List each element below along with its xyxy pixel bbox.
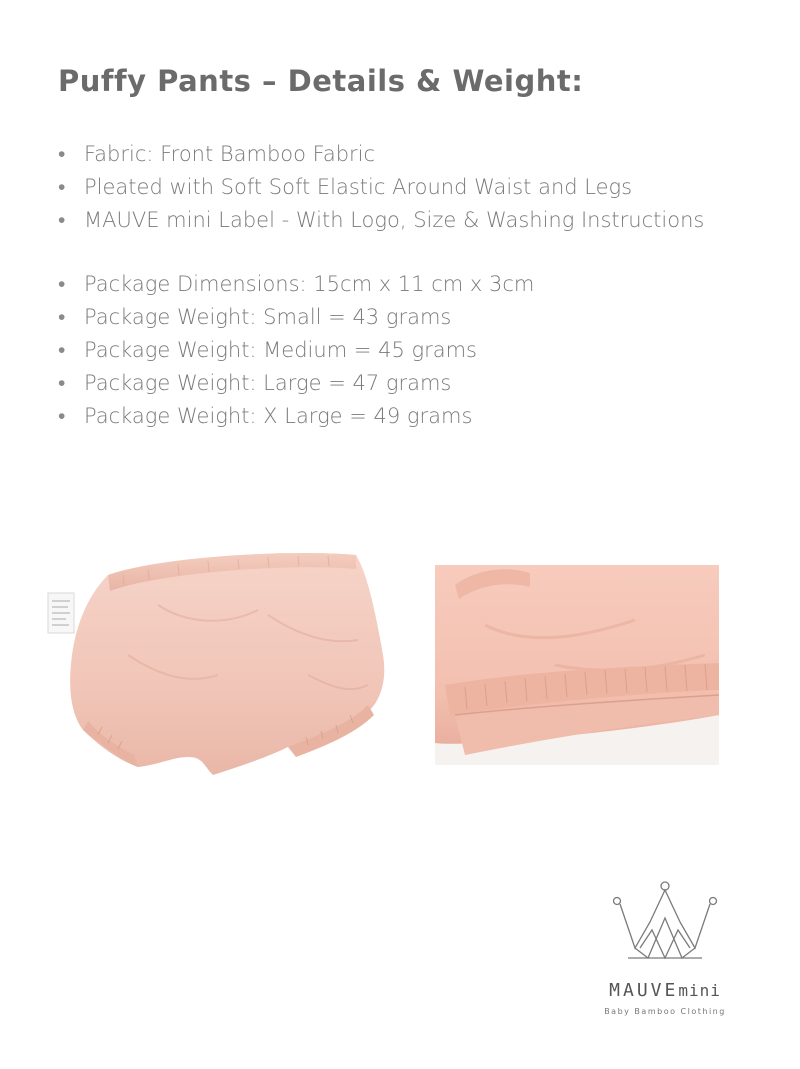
detail-label: • MAUVE mini Label - With Logo, Size & Washing Instructions [58,204,704,237]
product-photo-full [38,535,398,785]
detail-fabric: • Fabric: Front Bamboo Fabric [58,138,704,171]
package-weight-large: • Package Weight: Large = 47 grams [58,367,534,400]
care-label [48,593,74,633]
product-photo-closeup [435,565,719,765]
package-list [58,268,534,433]
brand-logo [580,878,750,1028]
package-weight-small: • Package Weight: Small = 43 grams [58,301,534,334]
detail-pleated: • Pleated with Soft Soft Elastic Around Waist and Legs [58,171,704,204]
details-list [58,138,704,237]
crown-icon [580,878,750,973]
brand-tagline: Baby Bamboo Clothing [604,1007,726,1016]
package-dimensions: • Package Dimensions: 15cm x 11 cm x 3cm [58,268,534,301]
package-weight-xlarge: • Package Weight: X Large = 49 grams [58,400,534,433]
package-weight-medium: • Package Weight: Medium = 45 grams [58,334,534,367]
brand-name: MAUVEmini [609,980,721,1001]
page-title: Puffy Pants – Details & Weight: [58,64,584,98]
